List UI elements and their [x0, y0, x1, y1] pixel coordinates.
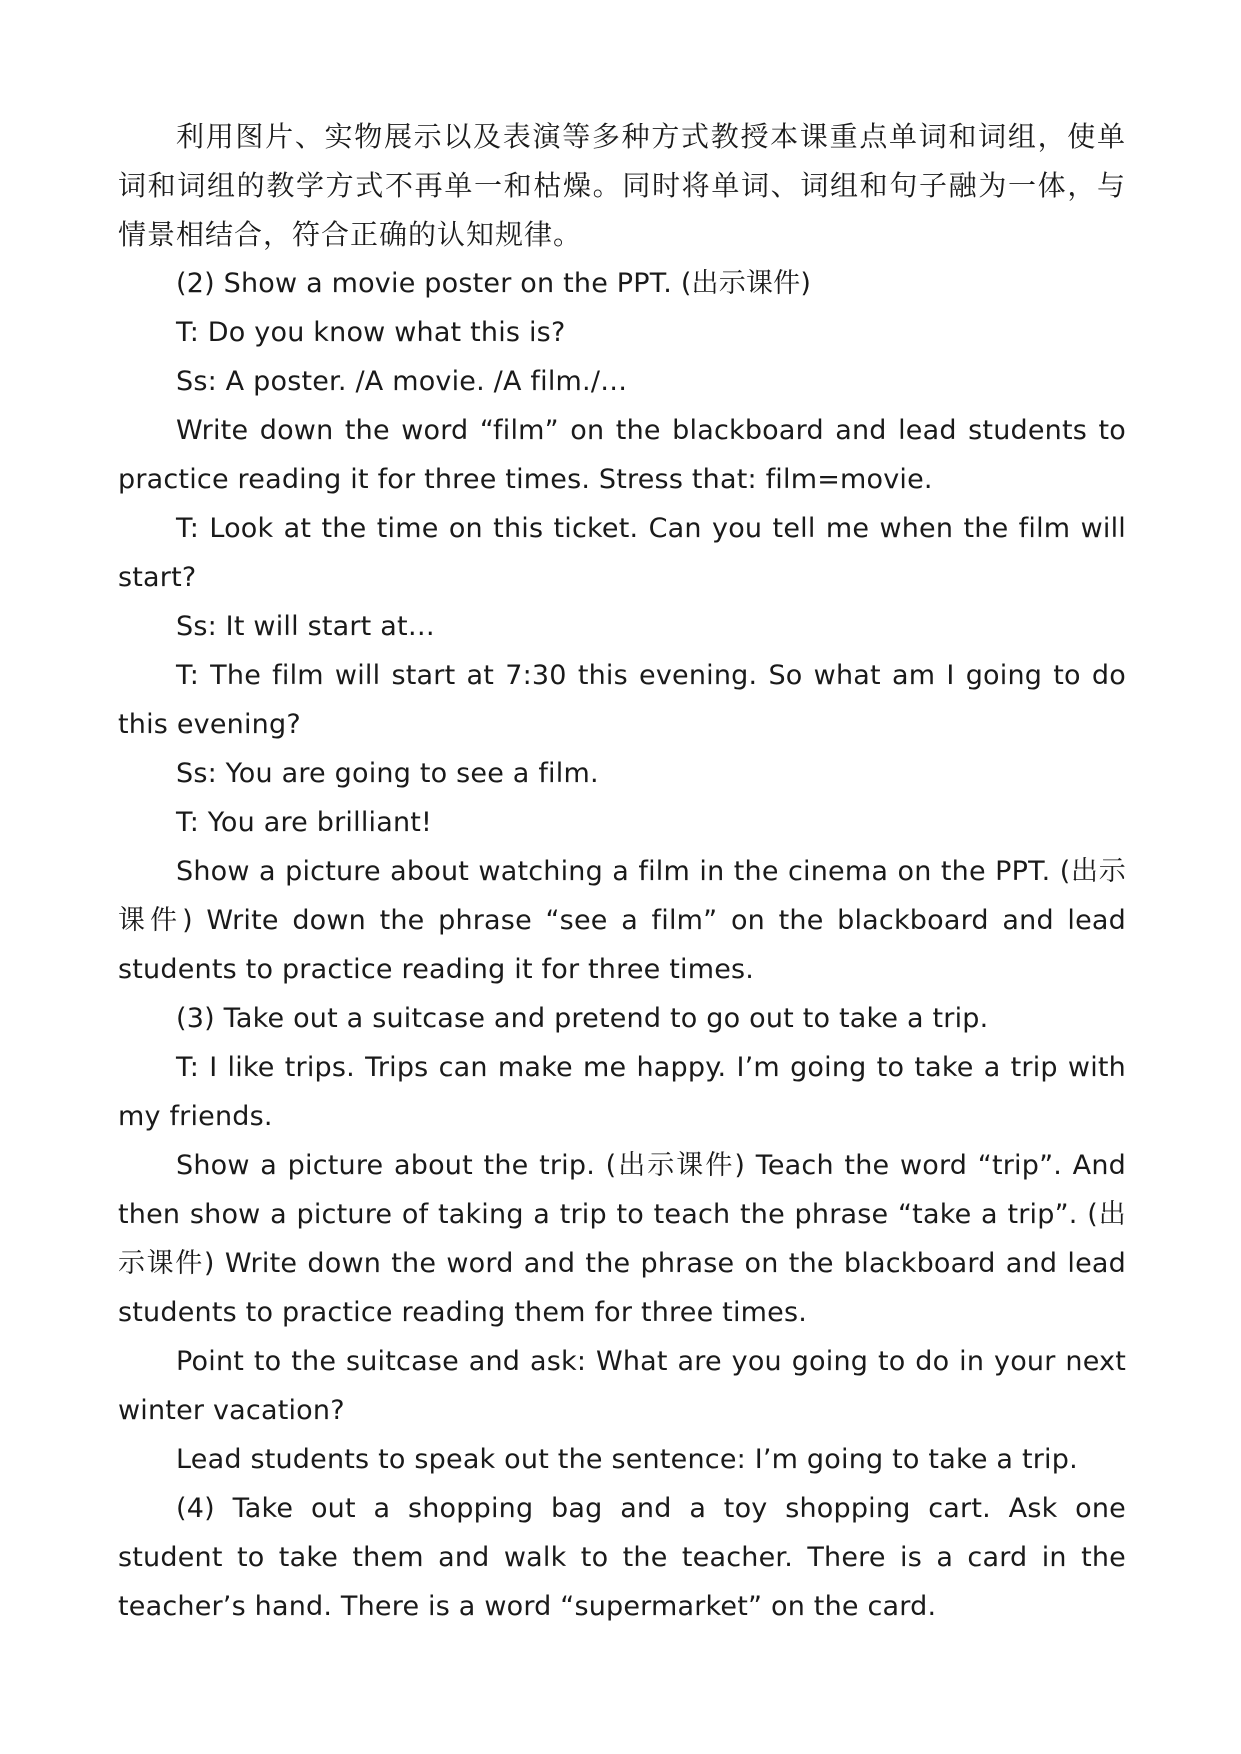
paragraph-trip-picture: Show a picture about the trip. (出示课件) Teach the word “trip”. And then show a picture of taking a trip to teach the phrase “take a trip”. (出示课件) Write down the word and the phrase on the blackboard and lead students to practice reading them for three times.: [118, 1150, 1126, 1328]
paragraph-ticket-question: T: Look at the time on this ticket. Can you tell me when the film will start?: [118, 513, 1126, 593]
paragraph-intro: 利用图片、实物展示以及表演等多种方式教授本课重点单词和词组，使单词和词组的教学方式不再单一和枯燥。同时将单词、词组和句子融为一体，与情景相结合，符合正确的认知规律。: [118, 120, 1126, 251]
paragraph-students-see-film: Ss: You are going to see a film.: [176, 758, 599, 789]
paragraph-teacher-trips: T: I like trips. Trips can make me happy. I’m going to take a trip with my friends.: [118, 1052, 1126, 1132]
paragraph-teacher-question: T: Do you know what this is?: [176, 317, 566, 348]
paragraph-film-instruction: Write down the word “film” on the blackboard and lead students to practice reading it for three times. Stress that: film=movie.: [118, 415, 1126, 495]
paragraph-students-start: Ss: It will start at…: [176, 611, 435, 642]
paragraph-suitcase-question: Point to the suitcase and ask: What are you going to do in your next winter vacation?: [118, 1346, 1126, 1426]
document-body: [118, 112, 1126, 1631]
paragraph-teacher-praise: T: You are brilliant!: [176, 807, 433, 838]
paragraph-teacher-evening: T: The film will start at 7:30 this evening. So what am I going to do this evening?: [118, 660, 1126, 740]
paragraph-step-4: (4) Take out a shopping bag and a toy shopping cart. Ask one student to take them and walk to the teacher. There is a card in the teacher’s hand. There is a word “supermarket” on the card.: [118, 1493, 1126, 1622]
paragraph-step-3: (3) Take out a suitcase and pretend to go out to take a trip.: [176, 1003, 989, 1034]
paragraph-cinema-picture: Show a picture about watching a film in the cinema on the PPT. (出示课件) Write down the phrase “see a film” on the blackboard and lead students to practice reading it for three times.: [118, 856, 1126, 985]
paragraph-students-answer: Ss: A poster. /A movie. /A film./…: [176, 366, 628, 397]
paragraph-step-2: (2) Show a movie poster on the PPT. (出示课件): [176, 268, 812, 299]
paragraph-lead-sentence: Lead students to speak out the sentence: I’m going to take a trip.: [176, 1444, 1078, 1475]
